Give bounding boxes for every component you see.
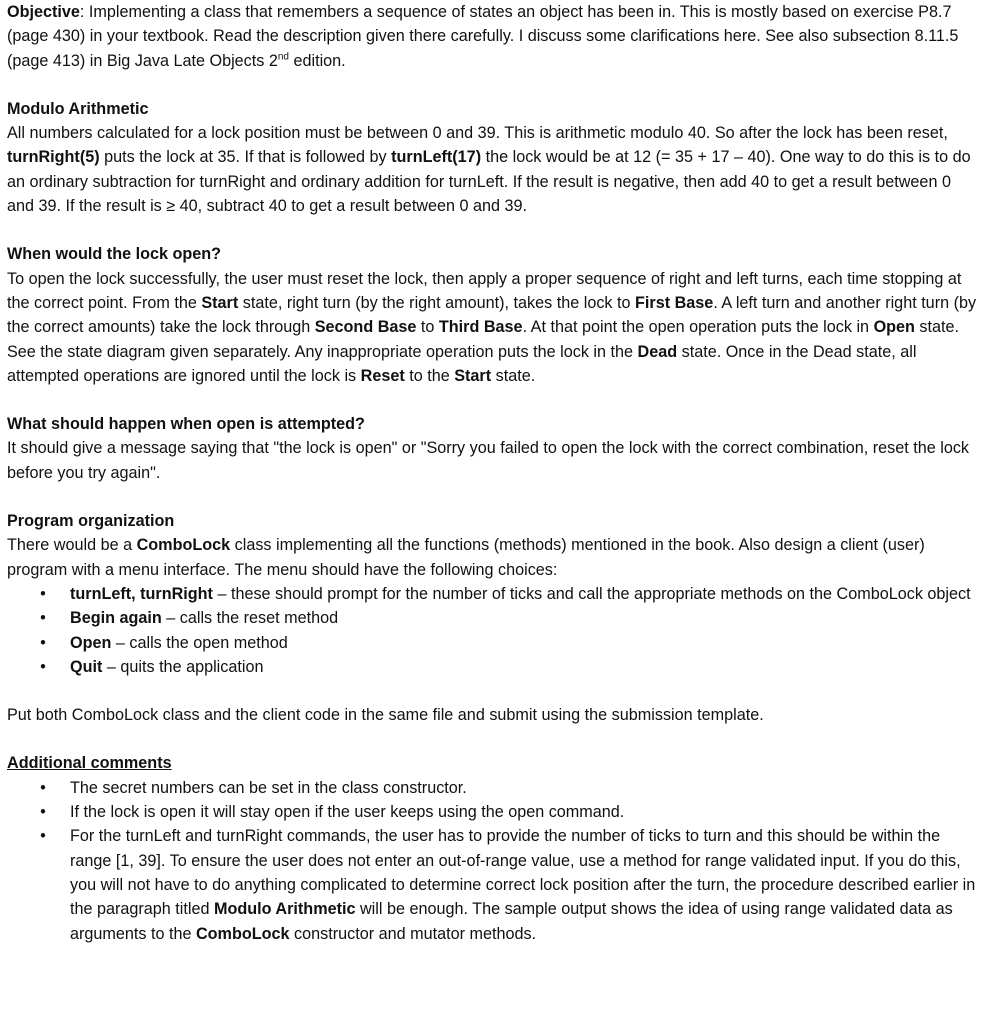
objective-paragraph	[7, 0, 978, 73]
list-item-text: – these should prompt for the number of ticks and call the appropriate methods on the ComboLock object	[212, 584, 971, 603]
list-item	[7, 824, 978, 945]
list-item-text: The secret numbers can be set in the class constructor.	[70, 778, 467, 797]
open-when-bold-first-base: First Base	[635, 293, 714, 312]
open-when-text-2: state, right turn (by the right amount), takes the lock to	[238, 293, 636, 312]
open-when-heading: When would the lock open?	[7, 245, 222, 264]
bullet-icon: •	[40, 803, 46, 822]
bullet-icon: •	[40, 609, 46, 628]
bullet-icon: •	[40, 584, 46, 603]
list-item-text: – quits the application	[102, 657, 264, 676]
list-item	[7, 582, 978, 606]
open-when-text-5: . At that point the open operation puts the lock in	[522, 318, 874, 337]
open-when-bold-second-base: Second Base	[314, 318, 417, 337]
bullet-icon: •	[40, 657, 46, 676]
list-item-text: If the lock is open it will stay open if the user keeps using the open command.	[70, 803, 625, 822]
bullet-icon: •	[40, 778, 46, 797]
additional-heading: Additional comments	[7, 754, 172, 773]
open-when-bold-start-2: Start	[454, 366, 492, 385]
list-item-bold-combolock: ComboLock	[195, 924, 290, 943]
open-when-bold-third-base: Third Base	[438, 318, 523, 337]
program-bold-combolock: ComboLock	[136, 536, 231, 555]
objective-superscript: nd	[277, 51, 289, 63]
attempt-heading: What should happen when open is attempted?	[7, 415, 365, 434]
open-when-text-7: state. Once in the Dead state, all attempted operations are ignored until the lock is	[7, 342, 917, 385]
program-paragraph	[7, 533, 978, 582]
list-item-bold: Begin again	[70, 609, 162, 628]
list-item-bold: turnLeft, turnRight	[70, 584, 213, 603]
list-item-bold-modulo: Modulo Arithmetic	[214, 900, 356, 919]
program-heading: Program organization	[7, 512, 175, 531]
bullet-icon: •	[40, 633, 46, 652]
open-when-paragraph	[7, 267, 978, 388]
open-when-text-1: To open the lock successfully, the user must reset the lock, then apply a proper sequence of right and left turns, each time stopping at the correct point. From the	[7, 269, 962, 312]
modulo-bold-turnleft: turnLeft(17)	[391, 148, 482, 167]
modulo-text-2: puts the lock at 35. If that is followed by	[99, 148, 392, 167]
modulo-paragraph	[7, 121, 978, 218]
list-item	[7, 606, 978, 630]
list-item-text: – calls the reset method	[161, 609, 339, 628]
open-when-text-3: . A left turn and another right turn (by the correct amounts) take the lock through	[7, 293, 977, 337]
program-text-2: class implementing all the functions (methods) mentioned in the book. Also design a client (user) program with a menu interface. The menu should have the following choices:	[7, 536, 925, 579]
bullet-icon: •	[40, 827, 46, 846]
menu-choices-list	[7, 582, 978, 679]
open-when-text-6: state. See the state diagram given separately. Any inappropriate operation puts the lock in the	[7, 318, 960, 361]
list-item-text: – calls the open method	[111, 633, 288, 652]
open-when-bold-dead: Dead	[637, 342, 678, 361]
open-when-bold-open: Open	[873, 318, 915, 337]
list-item-text-2: will be enough. The sample output shows the idea of using range validated data as arguments to the	[70, 900, 953, 943]
modulo-bold-turnright: turnRight(5)	[7, 148, 100, 167]
open-when-text-4: to	[416, 318, 439, 337]
open-when-text-9: state.	[491, 366, 536, 385]
open-when-bold-start: Start	[201, 293, 239, 312]
list-item-bold: Quit	[70, 657, 103, 676]
list-item-bold: Open	[70, 633, 112, 652]
objective-text-end: edition.	[288, 51, 346, 70]
submit-paragraph: Put both ComboLock class and the client code in the same file and submit using the submission template.	[7, 706, 764, 725]
list-item-text: For the turnLeft and turnRight commands, the user has to provide the number of ticks to turn and this should be within the range [1, 39]. To ensure the user does not enter an out-of-range value, use a method for range validated input. If you do this, you will not have to do anything complicated to determine correct lock position after the turn, the procedure described earlier in the paragraph titled	[70, 827, 976, 919]
list-item-text-3: constructor and mutator methods.	[289, 924, 537, 943]
additional-list	[7, 776, 978, 946]
open-when-text-8: to the	[404, 366, 455, 385]
list-item	[7, 800, 978, 824]
list-item	[7, 655, 978, 679]
modulo-text-1: All numbers calculated for a lock position must be between 0 and 39. This is arithmetic modulo 40. So after the lock has been reset,	[7, 124, 948, 143]
modulo-text-3: the lock would be at 12 (= 35 + 17 – 40). One way to do this is to do an ordinary subtraction for turnRight and ordinary addition for turnLeft. If the result is negative, then add 40 to get a result between 0 and 39. If the result is ≥ 40, subtract 40 to get a result between 0 and 39.	[7, 148, 971, 216]
program-text-1: There would be a	[7, 536, 137, 555]
modulo-heading: Modulo Arithmetic	[7, 99, 149, 118]
list-item	[7, 631, 978, 655]
open-when-bold-reset: Reset	[360, 366, 405, 385]
attempt-paragraph: It should give a message saying that "the lock is open" or "Sorry you failed to open the lock with the correct combination, reset the lock before you try again".	[7, 439, 970, 482]
objective-label: Objective	[7, 3, 80, 21]
list-item	[7, 776, 978, 800]
objective-text: : Implementing a class that remembers a sequence of states an object has been in. This is mostly based on exercise P8.7 (page 430) in your textbook. Read the description given there carefully. I discuss some clarifications here. See also subsection 8.11.5 (page 413) in Big Java Late Objects 2	[7, 3, 959, 70]
